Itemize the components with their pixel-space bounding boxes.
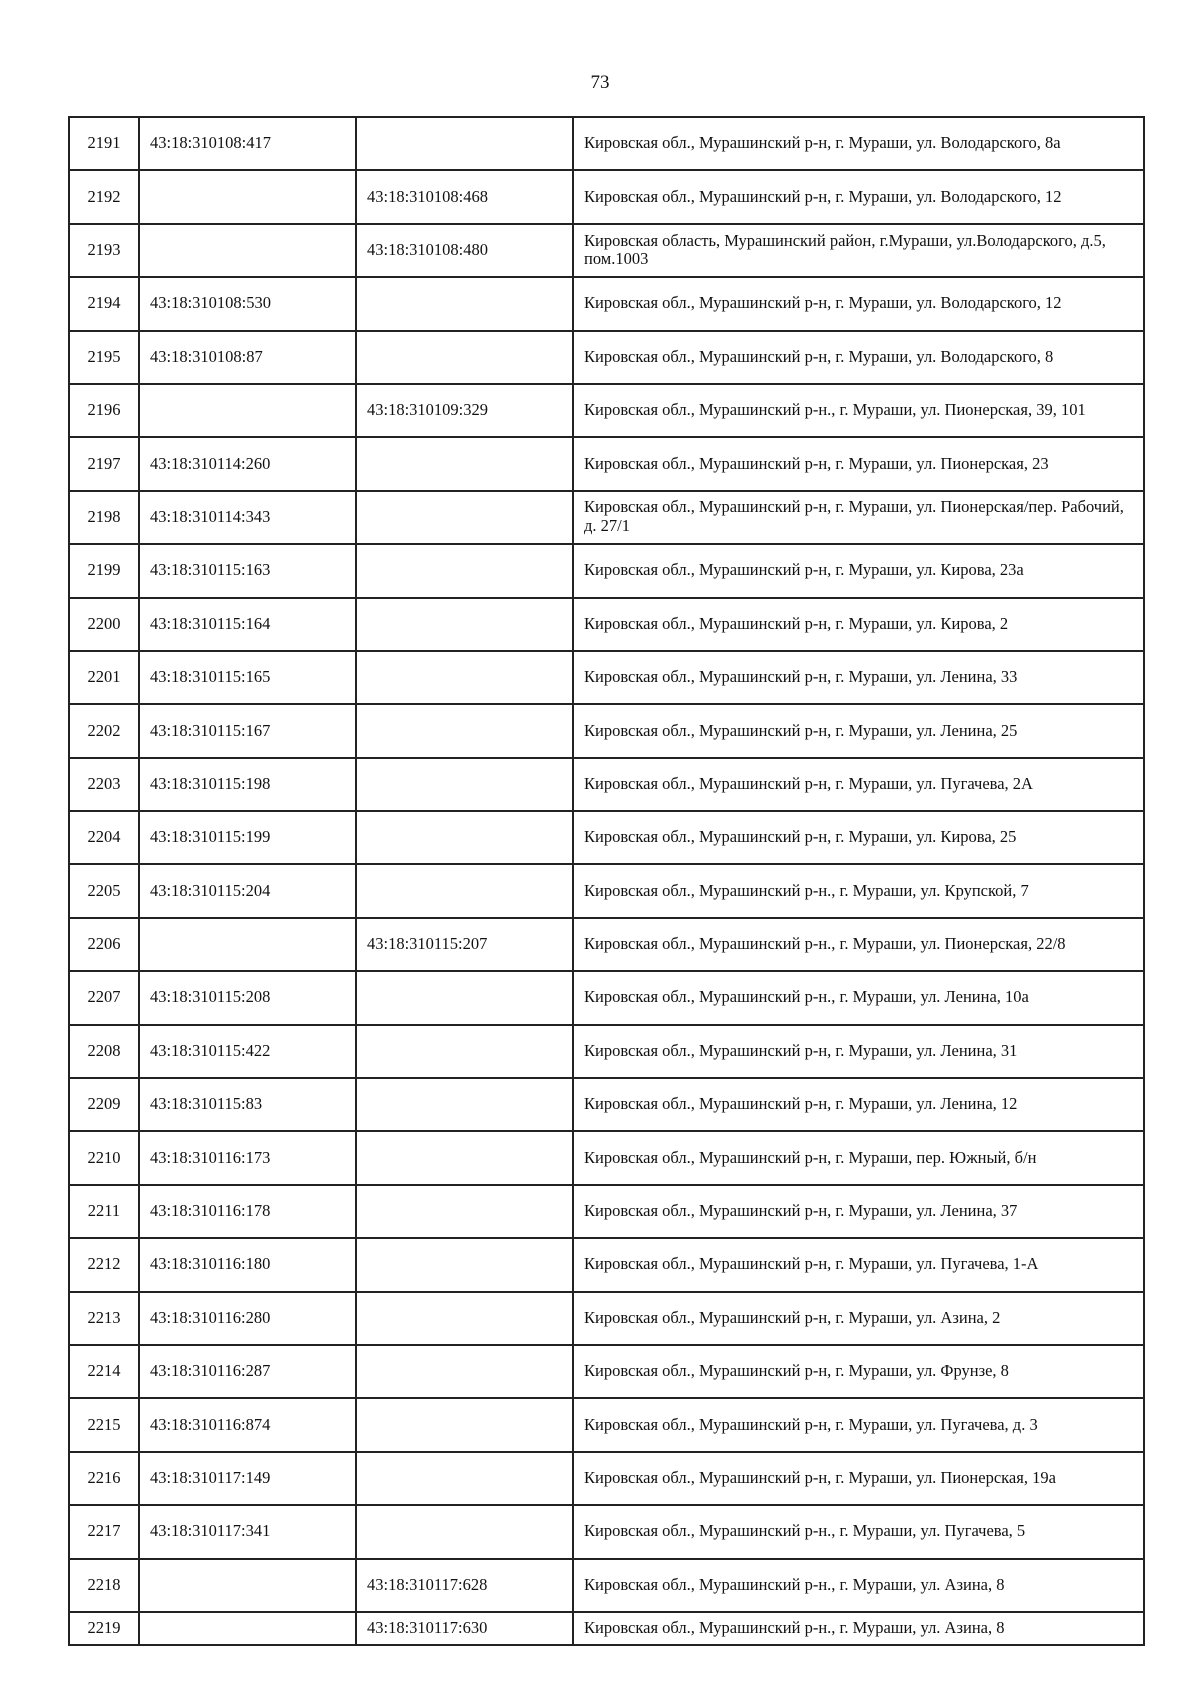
- table-row: [69, 918, 1144, 971]
- address-cell: Кировская обл., Мурашинский р-н, г. Мураши, ул. Пугачева, 2А: [573, 758, 1144, 811]
- address-cell: Кировская обл., Мурашинский р-н, г. Мураши, ул. Володарского, 8а: [573, 117, 1144, 170]
- page-number: 73: [590, 72, 610, 93]
- building-cadastral-cell: [356, 1185, 573, 1238]
- address-cell: Кировская обл., Мурашинский р-н, г. Мураши, ул. Пионерская, 23: [573, 437, 1144, 490]
- building-cadastral-cell: [356, 277, 573, 330]
- table-row: [69, 1292, 1144, 1345]
- building-cadastral-cell: 43:18:310117:630: [356, 1612, 573, 1645]
- row-number-cell: 2205: [69, 864, 139, 917]
- row-number-cell: 2192: [69, 170, 139, 223]
- table-row: [69, 971, 1144, 1024]
- table-row: [69, 491, 1144, 544]
- row-number-cell: 2196: [69, 384, 139, 437]
- row-number-cell: 2202: [69, 704, 139, 757]
- row-number-cell: 2211: [69, 1185, 139, 1238]
- building-cadastral-cell: [356, 758, 573, 811]
- building-cadastral-cell: [356, 1452, 573, 1505]
- table-row: [69, 811, 1144, 864]
- land-cadastral-cell: 43:18:310115:204: [139, 864, 356, 917]
- address-cell: Кировская обл., Мурашинский р-н, г. Мураши, ул. Ленина, 33: [573, 651, 1144, 704]
- building-cadastral-cell: 43:18:310108:480: [356, 224, 573, 277]
- building-cadastral-cell: [356, 544, 573, 597]
- table-row: [69, 277, 1144, 330]
- row-number-cell: 2194: [69, 277, 139, 330]
- land-cadastral-cell: 43:18:310116:280: [139, 1292, 356, 1345]
- land-cadastral-cell: 43:18:310117:341: [139, 1505, 356, 1558]
- table-row: [69, 437, 1144, 490]
- land-cadastral-cell: [139, 224, 356, 277]
- building-cadastral-cell: [356, 1131, 573, 1184]
- address-cell: Кировская обл., Мурашинский р-н, г. Мураши, ул. Ленина, 12: [573, 1078, 1144, 1131]
- building-cadastral-cell: [356, 437, 573, 490]
- building-cadastral-cell: [356, 1398, 573, 1451]
- building-cadastral-cell: [356, 704, 573, 757]
- address-cell: Кировская обл., Мурашинский р-н, г. Мураши, ул. Ленина, 25: [573, 704, 1144, 757]
- building-cadastral-cell: [356, 1345, 573, 1398]
- table-row: [69, 651, 1144, 704]
- address-cell: Кировская обл., Мурашинский р-н, г. Мураши, ул. Ленина, 31: [573, 1025, 1144, 1078]
- land-cadastral-cell: 43:18:310117:149: [139, 1452, 356, 1505]
- table-row: [69, 331, 1144, 384]
- address-cell: Кировская обл., Мурашинский р-н, г. Мураши, ул. Кирова, 25: [573, 811, 1144, 864]
- table-row: [69, 758, 1144, 811]
- building-cadastral-cell: [356, 811, 573, 864]
- table-row: [69, 1185, 1144, 1238]
- row-number-cell: 2210: [69, 1131, 139, 1184]
- table-row: [69, 117, 1144, 170]
- address-cell: Кировская обл., Мурашинский р-н, г. Мураши, ул. Пугачева, д. 3: [573, 1398, 1144, 1451]
- row-number-cell: 2217: [69, 1505, 139, 1558]
- table-row: [69, 1559, 1144, 1612]
- table-row: [69, 1345, 1144, 1398]
- row-number-cell: 2214: [69, 1345, 139, 1398]
- building-cadastral-cell: [356, 331, 573, 384]
- land-cadastral-cell: 43:18:310108:417: [139, 117, 356, 170]
- row-number-cell: 2200: [69, 598, 139, 651]
- address-cell: Кировская обл., Мурашинский р-н., г. Мураши, ул. Пугачева, 5: [573, 1505, 1144, 1558]
- table-row: [69, 544, 1144, 597]
- address-cell: Кировская обл., Мурашинский р-н, г. Мураши, пер. Южный, б/н: [573, 1131, 1144, 1184]
- land-cadastral-cell: 43:18:310116:874: [139, 1398, 356, 1451]
- address-cell: Кировская обл., Мурашинский р-н, г. Мураши, ул. Азина, 2: [573, 1292, 1144, 1345]
- land-cadastral-cell: 43:18:310108:87: [139, 331, 356, 384]
- row-number-cell: 2218: [69, 1559, 139, 1612]
- building-cadastral-cell: 43:18:310109:329: [356, 384, 573, 437]
- building-cadastral-cell: [356, 491, 573, 544]
- table-row: [69, 1238, 1144, 1291]
- row-number-cell: 2204: [69, 811, 139, 864]
- table-row: [69, 1612, 1144, 1645]
- table-row: [69, 864, 1144, 917]
- land-cadastral-cell: 43:18:310115:199: [139, 811, 356, 864]
- building-cadastral-cell: [356, 1078, 573, 1131]
- address-cell: Кировская обл., Мурашинский р-н., г. Мураши, ул. Ленина, 10а: [573, 971, 1144, 1024]
- row-number-cell: 2208: [69, 1025, 139, 1078]
- table-row: [69, 598, 1144, 651]
- address-cell: Кировская обл., Мурашинский р-н, г. Мураши, ул. Пионерская/пер. Рабочий, д. 27/1: [573, 491, 1144, 544]
- registry-table-body: [69, 117, 1144, 1645]
- land-cadastral-cell: 43:18:310115:198: [139, 758, 356, 811]
- land-cadastral-cell: 43:18:310108:530: [139, 277, 356, 330]
- table-row: [69, 1025, 1144, 1078]
- land-cadastral-cell: [139, 170, 356, 223]
- address-cell: Кировская обл., Мурашинский р-н, г. Мураши, ул. Володарского, 8: [573, 331, 1144, 384]
- row-number-cell: 2215: [69, 1398, 139, 1451]
- land-cadastral-cell: 43:18:310115:164: [139, 598, 356, 651]
- building-cadastral-cell: 43:18:310115:207: [356, 918, 573, 971]
- building-cadastral-cell: [356, 1292, 573, 1345]
- building-cadastral-cell: [356, 651, 573, 704]
- address-cell: Кировская область, Мурашинский район, г.Мураши, ул.Володарского, д.5, пом.1003: [573, 224, 1144, 277]
- address-cell: Кировская обл., Мурашинский р-н, г. Мураши, ул. Володарского, 12: [573, 277, 1144, 330]
- land-cadastral-cell: 43:18:310115:422: [139, 1025, 356, 1078]
- land-cadastral-cell: [139, 918, 356, 971]
- address-cell: Кировская обл., Мурашинский р-н., г. Мураши, ул. Азина, 8: [573, 1559, 1144, 1612]
- building-cadastral-cell: 43:18:310117:628: [356, 1559, 573, 1612]
- building-cadastral-cell: [356, 598, 573, 651]
- row-number-cell: 2197: [69, 437, 139, 490]
- table-row: [69, 1078, 1144, 1131]
- row-number-cell: 2212: [69, 1238, 139, 1291]
- land-cadastral-cell: 43:18:310114:343: [139, 491, 356, 544]
- address-cell: Кировская обл., Мурашинский р-н., г. Мураши, ул. Пионерская, 22/8: [573, 918, 1144, 971]
- land-cadastral-cell: 43:18:310116:287: [139, 1345, 356, 1398]
- table-row: [69, 704, 1144, 757]
- table-row: [69, 170, 1144, 223]
- building-cadastral-cell: [356, 117, 573, 170]
- land-cadastral-cell: 43:18:310116:173: [139, 1131, 356, 1184]
- building-cadastral-cell: [356, 864, 573, 917]
- row-number-cell: 2207: [69, 971, 139, 1024]
- address-cell: Кировская обл., Мурашинский р-н, г. Мураши, ул. Кирова, 2: [573, 598, 1144, 651]
- row-number-cell: 2209: [69, 1078, 139, 1131]
- row-number-cell: 2216: [69, 1452, 139, 1505]
- address-cell: Кировская обл., Мурашинский р-н., г. Мураши, ул. Крупской, 7: [573, 864, 1144, 917]
- registry-table: [68, 116, 1145, 1646]
- address-cell: Кировская обл., Мурашинский р-н, г. Мураши, ул. Володарского, 12: [573, 170, 1144, 223]
- building-cadastral-cell: [356, 1025, 573, 1078]
- address-cell: Кировская обл., Мурашинский р-н, г. Мураши, ул. Фрунзе, 8: [573, 1345, 1144, 1398]
- address-cell: Кировская обл., Мурашинский р-н., г. Мураши, ул. Пионерская, 39, 101: [573, 384, 1144, 437]
- land-cadastral-cell: 43:18:310116:178: [139, 1185, 356, 1238]
- address-cell: Кировская обл., Мурашинский р-н, г. Мураши, ул. Ленина, 37: [573, 1185, 1144, 1238]
- row-number-cell: 2203: [69, 758, 139, 811]
- land-cadastral-cell: 43:18:310115:208: [139, 971, 356, 1024]
- row-number-cell: 2219: [69, 1612, 139, 1645]
- building-cadastral-cell: [356, 1505, 573, 1558]
- address-cell: Кировская обл., Мурашинский р-н, г. Мураши, ул. Кирова, 23а: [573, 544, 1144, 597]
- land-cadastral-cell: 43:18:310116:180: [139, 1238, 356, 1291]
- row-number-cell: 2193: [69, 224, 139, 277]
- land-cadastral-cell: 43:18:310115:83: [139, 1078, 356, 1131]
- land-cadastral-cell: [139, 384, 356, 437]
- building-cadastral-cell: [356, 971, 573, 1024]
- row-number-cell: 2213: [69, 1292, 139, 1345]
- table-row: [69, 224, 1144, 277]
- row-number-cell: 2201: [69, 651, 139, 704]
- table-row: [69, 1398, 1144, 1451]
- row-number-cell: 2191: [69, 117, 139, 170]
- row-number-cell: 2195: [69, 331, 139, 384]
- table-row: [69, 1452, 1144, 1505]
- row-number-cell: 2206: [69, 918, 139, 971]
- row-number-cell: 2199: [69, 544, 139, 597]
- address-cell: Кировская обл., Мурашинский р-н, г. Мураши, ул. Пугачева, 1-А: [573, 1238, 1144, 1291]
- land-cadastral-cell: [139, 1612, 356, 1645]
- table-row: [69, 1131, 1144, 1184]
- row-number-cell: 2198: [69, 491, 139, 544]
- land-cadastral-cell: [139, 1559, 356, 1612]
- land-cadastral-cell: 43:18:310115:167: [139, 704, 356, 757]
- address-cell: Кировская обл., Мурашинский р-н., г. Мураши, ул. Азина, 8: [573, 1612, 1144, 1645]
- table-row: [69, 384, 1144, 437]
- land-cadastral-cell: 43:18:310115:163: [139, 544, 356, 597]
- building-cadastral-cell: 43:18:310108:468: [356, 170, 573, 223]
- table-row: [69, 1505, 1144, 1558]
- building-cadastral-cell: [356, 1238, 573, 1291]
- address-cell: Кировская обл., Мурашинский р-н, г. Мураши, ул. Пионерская, 19а: [573, 1452, 1144, 1505]
- land-cadastral-cell: 43:18:310114:260: [139, 437, 356, 490]
- land-cadastral-cell: 43:18:310115:165: [139, 651, 356, 704]
